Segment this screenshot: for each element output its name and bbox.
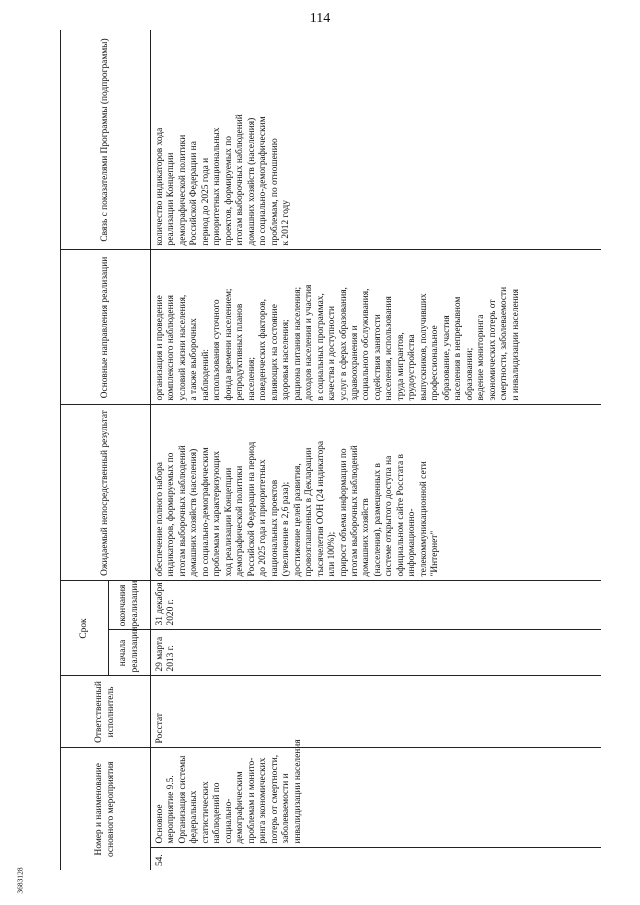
text-line: проектов, формируемых по <box>223 136 234 246</box>
text-line: влияющих на состояние <box>269 304 280 401</box>
text-line: ход реализации Концепции <box>223 467 234 577</box>
text-line: условий жизни населения, <box>177 294 188 401</box>
text-line: фонда времени населением; <box>223 288 234 401</box>
text-line: телекоммуникационной сети <box>418 461 429 577</box>
text-line: проблемам, по отношению <box>269 138 280 246</box>
header-end: окончания реализации <box>109 581 151 630</box>
text-line: (населения), размещенных в <box>372 463 383 577</box>
text-line: реализации Концепции <box>166 152 177 246</box>
text-line: тысячелетия ООН (24 индикатора <box>315 440 326 577</box>
text-line: заболеваемости и <box>281 773 292 844</box>
text-line: населения в непрерывном <box>453 296 464 401</box>
text-line: социального обслуживания, <box>361 288 372 401</box>
text-line: а также выборочных <box>189 318 200 401</box>
text-line: социально- <box>223 798 234 844</box>
text-line: здравоохранения и <box>349 325 360 401</box>
text-line: итогам выборочных наблюдений <box>177 445 188 577</box>
text-line: домашних хозяйств (населения) <box>246 117 257 246</box>
header-start: начала реализации <box>109 630 151 676</box>
row-number: 54. <box>155 854 165 866</box>
text-line: домашних хозяйств <box>361 498 372 577</box>
text-line: домашних хозяйств (населения) <box>189 448 200 577</box>
text-line: рациона питания населения; <box>292 286 303 401</box>
table-row <box>151 30 601 870</box>
text-line: потерь от смертности, <box>269 754 280 844</box>
text-line: прирост объема информации по <box>338 448 349 577</box>
text-line: поведенческих факторов, <box>258 299 269 401</box>
text-line: выпускников, получивших <box>418 293 429 401</box>
text-line: провозглашенных в Декларации <box>304 447 315 577</box>
header-result: Ожидаемый непосредственный результат <box>61 405 151 581</box>
text-line: населения, использования <box>384 296 395 401</box>
page-number: 114 <box>309 11 331 26</box>
measure-name <box>151 739 601 848</box>
text-line: статистических <box>200 781 211 844</box>
text-line: итогам выборочных наблюдений <box>235 114 246 246</box>
text-line: или 100%); <box>327 531 338 577</box>
text-line: по социально-демографическим <box>200 447 211 577</box>
indicator-link <box>151 30 601 250</box>
text-line: 29 марта <box>155 636 165 672</box>
text-line: организация и проведение <box>155 295 165 401</box>
text-line: населения; <box>246 357 257 401</box>
text-line: ведение мониторинга <box>476 314 487 401</box>
text-line: официальном сайте Росстата в <box>395 454 406 577</box>
text-line: наблюдений: <box>200 348 211 401</box>
text-line: и инвалидизации населения <box>510 289 521 401</box>
text-line: до 2025 года и приоритетных <box>258 459 269 577</box>
document-code <box>14 866 26 894</box>
text-line: экономических потерь от <box>487 299 498 401</box>
header-term: Срок <box>61 581 109 676</box>
text-line: репродуктивных планов <box>235 303 246 401</box>
text-line: (увеличение в 2,6 раза); <box>281 481 292 577</box>
text-line: услуг в сферах образования, <box>338 287 349 401</box>
end-date <box>151 581 601 630</box>
text-line: 31 декабря <box>155 582 165 626</box>
text-line: приоритетных национальных <box>212 127 223 246</box>
text-line: Российской Федерации на период <box>246 441 257 577</box>
text-line: Российской Федерации на <box>189 141 200 246</box>
text-line: содействия занятости <box>372 314 383 401</box>
text-line: комплексного наблюдения <box>166 295 177 401</box>
text-line: качества и доступности <box>327 306 338 401</box>
text-line: информационно- <box>407 508 418 577</box>
text-line: образование, участия <box>441 315 452 401</box>
header-number-name: Номер и наименование основного мероприятия <box>61 748 151 870</box>
text-line: количество индикаторов хода <box>155 127 165 246</box>
start-date <box>151 630 601 676</box>
text-line: в социальных программах, <box>315 293 326 401</box>
text-line: 2020 г. <box>166 599 177 626</box>
text-line: трудоустройства <box>407 334 418 401</box>
expected-result <box>151 405 601 581</box>
text-line: здоровья населения; <box>281 319 292 401</box>
text-line: по социально-демографическим <box>258 116 269 246</box>
text-line: доходов населения и участия <box>304 284 315 401</box>
text-line: проблемам и монито- <box>246 757 257 844</box>
text-line: ринга экономических <box>258 757 269 844</box>
text-line: мероприятие 9.5. <box>166 775 177 844</box>
header-directions: Основные направления реализации <box>61 250 151 405</box>
text-line: Основное <box>155 804 165 844</box>
main-directions <box>151 250 601 405</box>
text-line: Организация системы <box>177 755 188 844</box>
text-line: демографической политики <box>235 465 246 577</box>
text-line: 2013 г. <box>166 645 177 672</box>
document-code-text: 3683128 <box>15 866 25 894</box>
text-line: инвалидизации населения <box>292 739 303 844</box>
text-line: к 2012 году <box>281 200 292 246</box>
text-line: обеспечение полного набора <box>155 462 165 577</box>
text-line: национальных проектов <box>269 479 280 577</box>
text-line: системе открытого доступа на <box>384 455 395 577</box>
text-line: демографической политики <box>177 134 188 246</box>
text-line: индикаторов, формируемых по <box>166 452 177 577</box>
header-responsible: Ответственный исполнитель <box>61 676 151 748</box>
text-line: наблюдений по <box>212 782 223 844</box>
text-line: достижение целей развития, <box>292 463 303 577</box>
text-line: итогам выборочных наблюдений <box>349 445 360 577</box>
text-line: федеральных <box>189 790 200 844</box>
text-line: образовании; <box>464 347 475 401</box>
text-line: труда мигрантов, <box>395 332 406 401</box>
header-link: Связь с показателями Программы (подпрограммы) <box>61 30 151 250</box>
responsible-executor: Росстат <box>151 676 601 748</box>
text-line: демографическим <box>235 771 246 844</box>
text-line: смертности, заболеваемости <box>499 286 510 401</box>
rotated-table-canvas <box>60 30 613 870</box>
table-area <box>60 30 613 870</box>
text-line: проблемам и характеризующих <box>212 450 223 577</box>
measures-table <box>60 30 601 870</box>
text-line: использования суточного <box>212 299 223 401</box>
text-line: профессиональное <box>430 325 441 401</box>
text-line: "Интернет" <box>430 530 441 577</box>
text-line: период до 2025 года и <box>200 157 211 246</box>
